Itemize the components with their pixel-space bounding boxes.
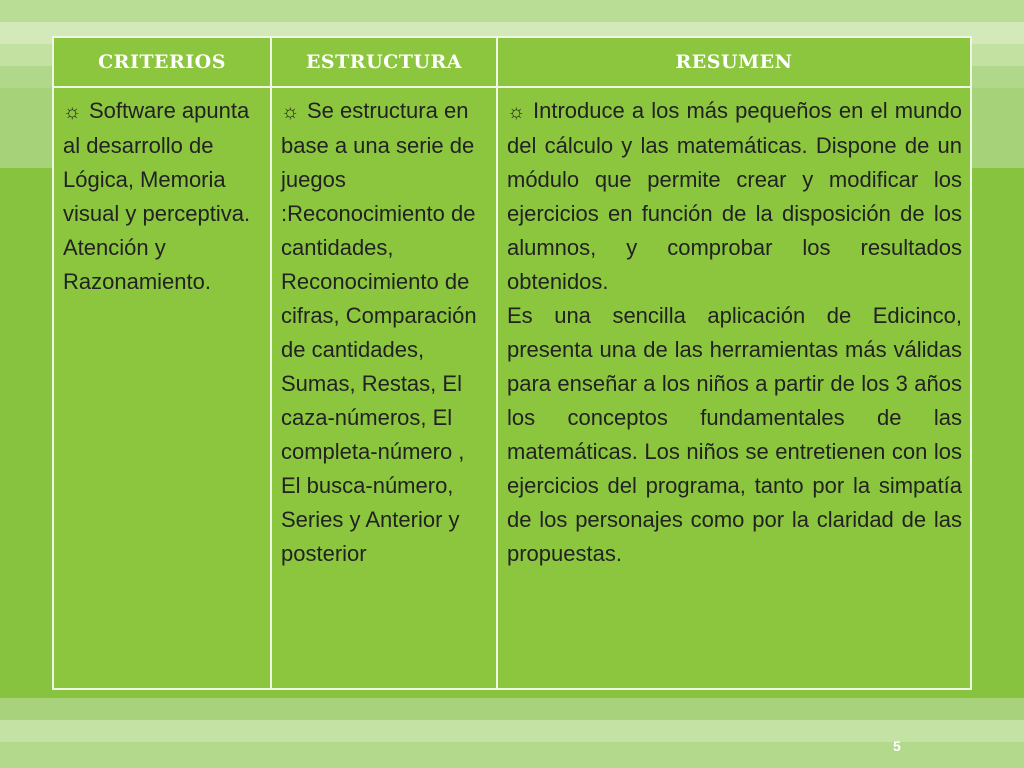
cell-estructura	[271, 87, 497, 689]
bg-stripe	[0, 0, 1024, 22]
bg-stripe	[0, 742, 1024, 768]
header-resumen: RESUMEN	[497, 37, 971, 87]
resumen-paragraph-1	[507, 94, 962, 299]
header-criterios: CRITERIOS	[53, 37, 271, 87]
table-row	[53, 87, 971, 689]
sun-bullet-icon: ☼	[281, 101, 300, 123]
estructura-text: Se estructura en base a una serie de juegos :Reconocimiento de cantidades, Reconocimiento de cifras, Comparación de cantidades, Sumas, Restas, El caza-números, El completa-número , El busca-número, Series y Anterior y posterior	[281, 98, 477, 566]
criterios-text: Software apunta al desarrollo de Lógica, Memoria visual y perceptiva. Atención y Razonamiento.	[63, 98, 251, 294]
comparison-table	[52, 36, 972, 690]
header-estructura: ESTRUCTURA	[271, 37, 497, 87]
resumen-text-1: Introduce a los más pequeños en el mundo del cálculo y las matemáticas. Dispone de un módulo que permite crear y modificar los ejercicios en función de la disposición de los alumnos, y comprobar los resultados obtenidos.	[507, 98, 962, 294]
bg-stripe	[0, 698, 1024, 720]
cell-criterios	[53, 87, 271, 689]
cell-resumen	[497, 87, 971, 689]
sun-bullet-icon: ☼	[63, 101, 82, 123]
bg-stripe	[0, 720, 1024, 742]
resumen-paragraph-2: Es una sencilla aplicación de Edicinco, presenta una de las herramientas más válidas para enseñar a los niños a partir de los 3 años los conceptos fundamentales de las matemáticas. Los niños se entretienen con los ejercicios del programa, tanto por la simpatía de los personajes como por la claridad de las propuestas.	[507, 303, 962, 566]
sun-bullet-icon: ☼	[507, 101, 526, 123]
page-number: 5	[893, 738, 901, 754]
table-header-row	[53, 37, 971, 87]
